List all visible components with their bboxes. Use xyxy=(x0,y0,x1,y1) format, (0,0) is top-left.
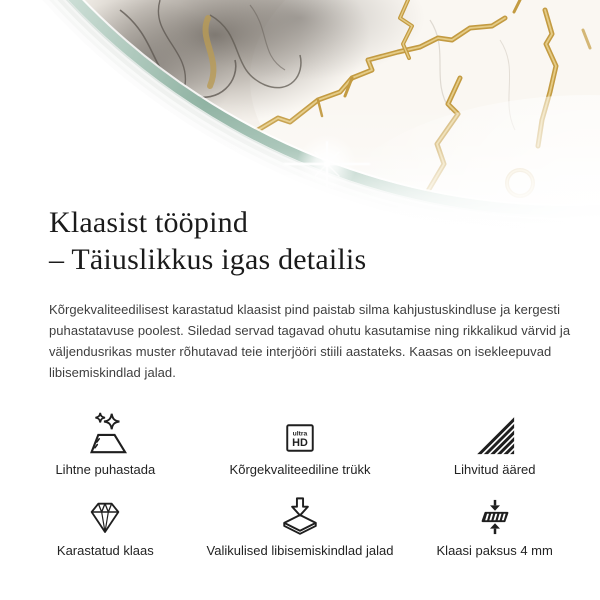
anti-slip-feet-icon xyxy=(279,493,321,537)
feature-row-1 xyxy=(8,408,592,477)
feature-label: Lihtne puhastada xyxy=(55,462,156,477)
feature-grid xyxy=(8,408,592,558)
feature-label: Klaasi paksus 4 mm xyxy=(436,543,553,558)
feature-polished-edges xyxy=(397,408,592,477)
feature-anti-slip-feet xyxy=(203,493,398,558)
glass-thickness-icon xyxy=(475,497,515,537)
feature-easy-clean xyxy=(8,408,203,477)
feature-hd-print xyxy=(203,408,398,477)
feature-label: Lihvitud ääred xyxy=(453,462,536,477)
feature-glass-thickness xyxy=(397,493,592,558)
section-description: Kõrgekvaliteedilisest karastatud klaasist pind paistab silma kahjustuskindluse ja kergesti puhastatavuse poolest. Siledad servad tagavad ohutu kasutamise ning rikkalikud värvid ja väljendusrikas muster rõhutavad teie interjööri stiili aastateks. Kaasas on isekleepuvad libisemiskindlad jalad. xyxy=(49,302,571,380)
hd-label: HD xyxy=(292,436,308,449)
section-title-line-2: – Täiuslikkus igas detailis xyxy=(49,243,367,276)
polished-edges-icon xyxy=(474,414,516,456)
section-title-line-1: Klaasist tööpind xyxy=(49,206,249,239)
ultra-hd-icon xyxy=(282,420,318,456)
feature-label: Kõrgekvaliteediline trükk xyxy=(229,462,371,477)
sparkle-clean-icon xyxy=(79,410,131,456)
section-title xyxy=(49,204,366,278)
feature-label: Valikulised libisemiskindlad jalad xyxy=(206,543,394,558)
feature-row-2 xyxy=(8,493,592,558)
feature-label: Karastatud klaas xyxy=(56,543,154,558)
diamond-icon xyxy=(85,497,125,537)
ultra-label: ultra xyxy=(292,430,308,438)
feature-tempered-glass xyxy=(8,493,203,558)
